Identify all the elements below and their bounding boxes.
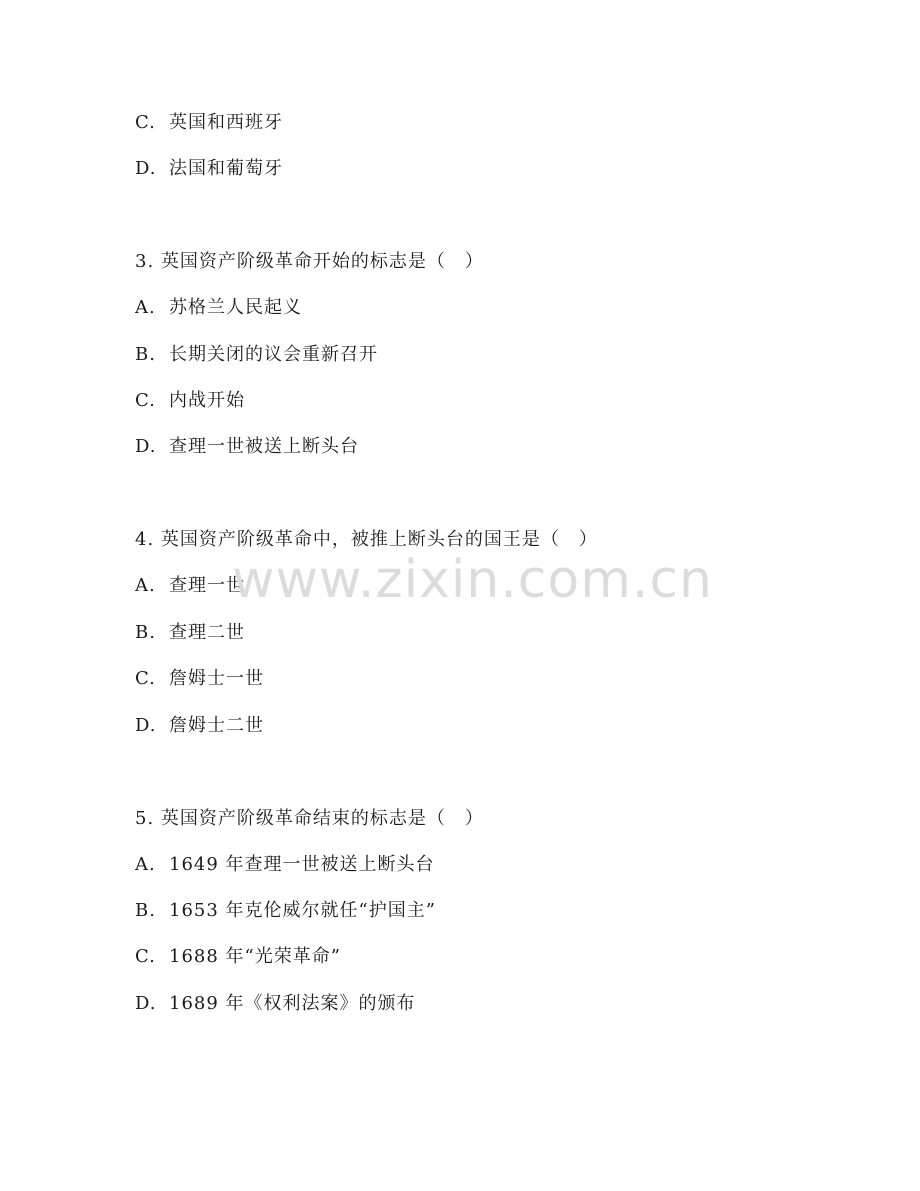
watermark: www.zixin.com.cn xyxy=(232,550,713,610)
question-5-option-c xyxy=(135,945,341,969)
option-d xyxy=(135,157,283,181)
option-letter: A. xyxy=(135,854,156,875)
option-text: 苏格兰人民起义 xyxy=(169,297,302,318)
option-text: 法国和葡萄牙 xyxy=(169,158,283,179)
option-letter: B. xyxy=(135,900,156,921)
option-text: 1653 年克伦威尔就任“护国主” xyxy=(169,900,436,921)
option-letter: C. xyxy=(135,112,156,133)
option-letter: D. xyxy=(135,436,157,457)
option-letter: C. xyxy=(135,390,156,411)
option-c xyxy=(135,111,283,135)
question-4-option-a xyxy=(135,574,245,598)
question-4-stem: 4. 英国资产阶级革命中，被推上断头台的国王是（ ） xyxy=(135,529,598,550)
question-4-option-b xyxy=(135,621,245,645)
question-3-option-b xyxy=(135,343,378,367)
option-letter: D. xyxy=(135,715,157,736)
option-letter: D. xyxy=(135,158,157,179)
question-5-stem: 5. 英国资产阶级革命结束的标志是（ ） xyxy=(135,808,484,829)
option-text: 1688 年“光荣革命” xyxy=(169,946,341,967)
option-text: 查理一世被送上断头台 xyxy=(169,436,359,457)
option-letter: C. xyxy=(135,668,156,689)
option-text: 英国和西班牙 xyxy=(169,112,283,133)
option-text: 内战开始 xyxy=(169,390,245,411)
question-5-option-d xyxy=(135,992,416,1016)
option-letter: B. xyxy=(135,622,156,643)
question-3-option-c xyxy=(135,389,245,413)
option-letter: A. xyxy=(135,297,156,318)
question-3-option-a xyxy=(135,296,302,320)
option-text: 詹姆士一世 xyxy=(169,668,264,689)
option-text: 查理二世 xyxy=(169,622,245,643)
option-text: 查理一世 xyxy=(169,575,245,596)
question-3-stem: 3. 英国资产阶级革命开始的标志是（ ） xyxy=(135,251,484,272)
question-4-option-d xyxy=(135,714,264,738)
question-5-option-b xyxy=(135,899,436,923)
question-5-option-a xyxy=(135,853,435,877)
option-text: 詹姆士二世 xyxy=(169,715,264,736)
option-text: 1649 年查理一世被送上断头台 xyxy=(169,854,435,875)
option-text: 1689 年《权利法案》的颁布 xyxy=(169,993,416,1014)
option-text: 长期关闭的议会重新召开 xyxy=(169,344,378,365)
option-letter: A. xyxy=(135,575,156,596)
option-letter: C. xyxy=(135,946,156,967)
option-letter: D. xyxy=(135,993,157,1014)
question-3-option-d xyxy=(135,435,359,459)
question-4-option-c xyxy=(135,667,264,691)
option-letter: B. xyxy=(135,344,156,365)
